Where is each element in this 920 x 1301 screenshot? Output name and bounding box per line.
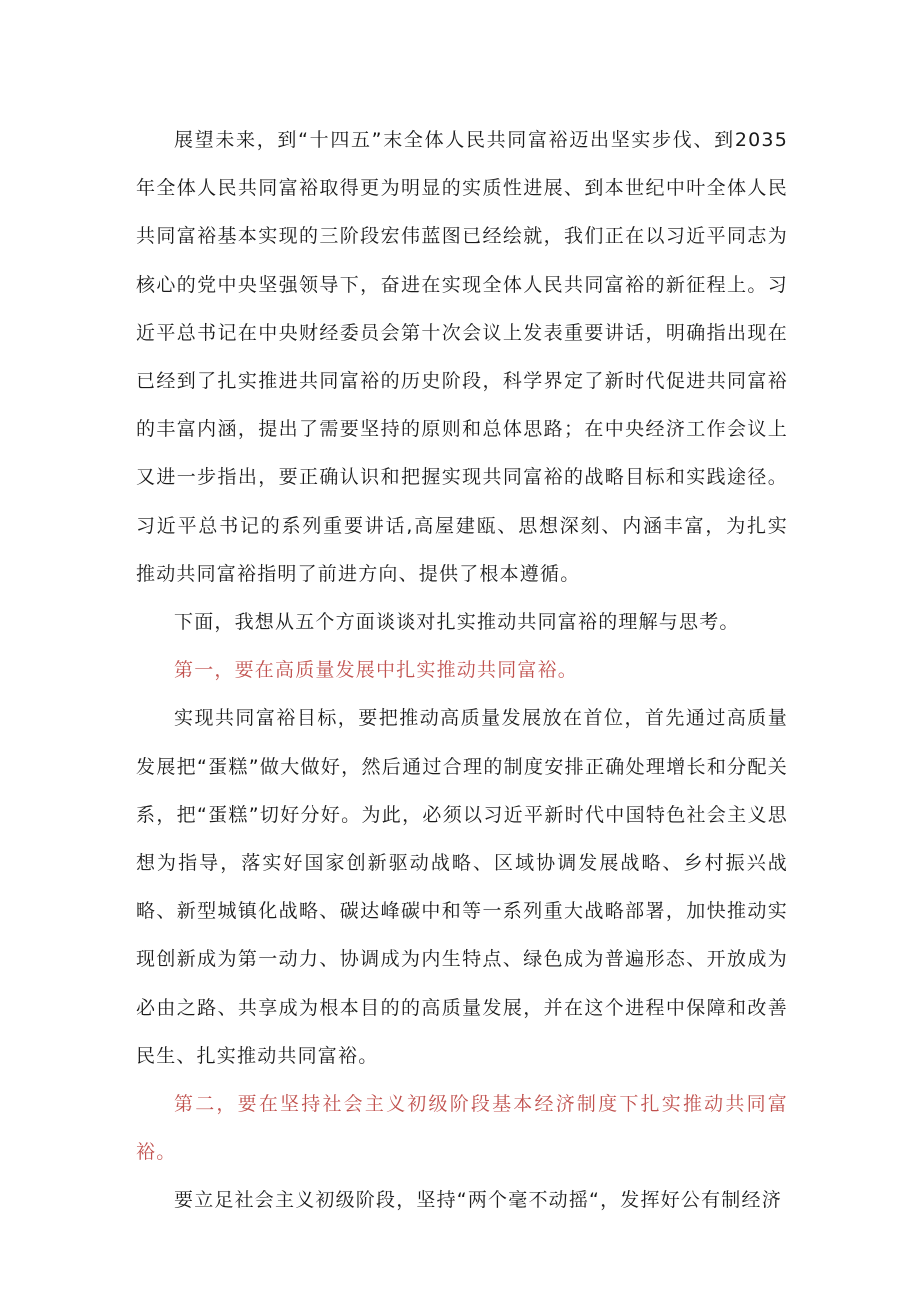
section-heading-second: 第二，要在坚持社会主义初级阶段基本经济制度下扎实推动共同富裕。 [136, 1093, 788, 1164]
paragraph-second-section: 要立足社会主义初级阶段，坚持“两个毫不动摇“，发挥好公有制经济 [174, 1189, 782, 1212]
document-body [136, 116, 788, 1225]
paragraph-first-section: 实现共同富裕目标，要把推动高质量发展放在首位，首先通过高质量发展把“蛋糕”做大做好，然后通过合理的制度安排正确处理增长和分配关系，把“蛋糕”切好分好。为此，必须以习近平新时代中国特色社会主义思想为指导，落实好国家创新驱动战略、区域协调发展战略、乡村振兴战略、新型城镇化战略、碳达峰碳中和等一系列重大战略部署，加快推动实现创新成为第一动力、协调成为内生特点、绿色成为普遍形态、开放成为必由之路、共享成为根本目的的高质量发展，并在这个进程中保障和改善民生、扎实推动共同富裕。 [136, 707, 788, 1067]
paragraph-intro: 下面，我想从五个方面谈谈对扎实推动共同富裕的理解与思考。 [174, 611, 740, 634]
section-heading-first: 第一，要在高质量发展中扎实推动共同富裕。 [174, 659, 579, 682]
paragraph-outlook: 展望未来，到“十四五”末全体人民共同富裕迈出坚实步伐、到2035年全体人民共同富裕取得更为明显的实质性进展、到本世纪中叶全体人民共同富裕基本实现的三阶段宏伟蓝图已经绘就，我们正在以习近平同志为核心的党中央坚强领导下，奋进在实现全体人民共同富裕的新征程上。习近平总书记在中央财经委员会第十次会议上发表重要讲话，明确指出现在已经到了扎实推进共同富裕的历史阶段，科学界定了新时代促进共同富裕的丰富内涵，提出了需要坚持的原则和总体思路；在中央经济工作会议上又进一步指出，要正确认识和把握实现共同富裕的战略目标和实践途径。习近平总书记的系列重要讲话,高屋建瓯、思想深刻、内涵丰富，为扎实推动共同富裕指明了前进方向、提供了根本遵循。 [136, 129, 788, 585]
